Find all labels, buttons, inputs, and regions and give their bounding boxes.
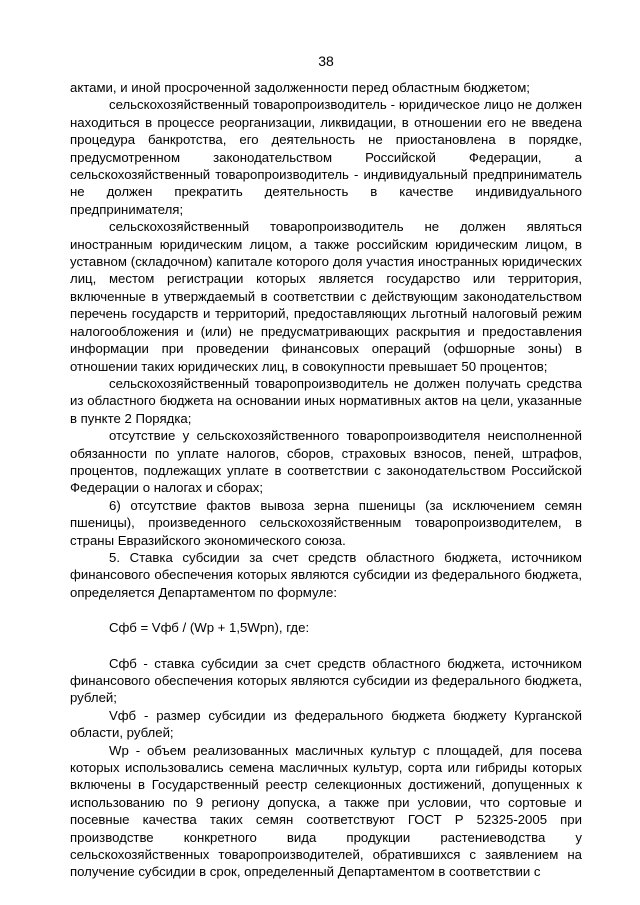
subsidy-formula: Сфб = Vфб / (Wp + 1,5Wpn), где: xyxy=(109,620,310,636)
paragraph-wheat-export: 6) отсутствие фактов вывоза зерна пшеницы (за исключением семян пшеницы), произведенного сельскохозяйственным товаропроизводителем, в страны Евразийского экономического союза. xyxy=(70,497,582,548)
page-number: 38 xyxy=(318,53,334,69)
paragraph-vfb-definition: Vфб - размер субсидии из федерального бюджета бюджету Курганской области, рублей; xyxy=(70,707,582,741)
document-body xyxy=(70,79,582,881)
paragraph-wp-definition: Wp - объем реализованных масличных культур с площадей, для посева которых использовались семена масличных культур, сорта или гибриды которых включены в Государственный реестр селекционных достижений, допущенных к использованию по 9 региону допуска, а также при условии, что сортовые и посевные качества таких семян соответствуют ГОСТ Р 52325-2005 при производстве конкретного вида продукции растениеводства у сельскохозяйственных товаропроизводителей, обратившихся с заявлением на получение субсидии в срок, определенный Департаментом в соответствии с xyxy=(70,742,582,880)
paragraph-foreign-entity: сельскохозяйственный товаропроизводитель не должен являться иностранным юридическим лицом, а также российским юридическим лицом, в уставном (складочном) капитале которого доля участия иностранных юридических лиц, местом регистрации которых является государство или территория, включенные в утверждаемый в соответствии с действующим законодательством перечень государств и территорий, предоставляющих льготный налоговый режим налогообложения и (или) не предусматривающих раскрытия и предоставления информации при проведении финансовых операций (офшорные зоны) в отношении таких юридических лиц, в совокупности превышает 50 процентов; xyxy=(70,219,582,374)
paragraph-subsidy-rate: 5. Ставка субсидии за счет средств областного бюджета, источником финансового обеспечения которых являются субсидии из федерального бюджета, определяется Департаментом по формуле: xyxy=(70,549,582,600)
paragraph-cfb-definition: Сфб - ставка субсидии за счет средств областного бюджета, источником финансового обеспечения которых являются субсидии из федерального бюджета, рублей; xyxy=(70,655,582,706)
paragraph-legal-entity-status: сельскохозяйственный товаропроизводитель - юридическое лицо не должен находиться в процессе реорганизации, ликвидации, в отношении его не введена процедура банкротства, его деятельность не приостановлена в порядке, предусмотренном законодательством Российской Федерации, а сельскохозяйственный товаропроизводитель - индивидуальный предприниматель не должен прекратить деятельность в качестве индивидуального предпринимателя; xyxy=(70,97,582,217)
paragraph-other-funding: сельскохозяйственный товаропроизводитель не должен получать средства из областного бюджета на основании иных нормативных актов на цели, указанные в пункте 2 Порядка; xyxy=(70,375,582,426)
paragraph-arrears-continuation: актами, и иной просроченной задолженности перед областным бюджетом; xyxy=(70,80,530,95)
paragraph-tax-obligations: отсутствие у сельскохозяйственного товаропроизводителя неисполненной обязанности по уплате налогов, сборов, страховых взносов, пеней, штрафов, процентов, подлежащих уплате в соответствии с законодательством Российской Федерации о налогах и сборах; xyxy=(70,428,582,496)
document-page xyxy=(70,0,582,905)
